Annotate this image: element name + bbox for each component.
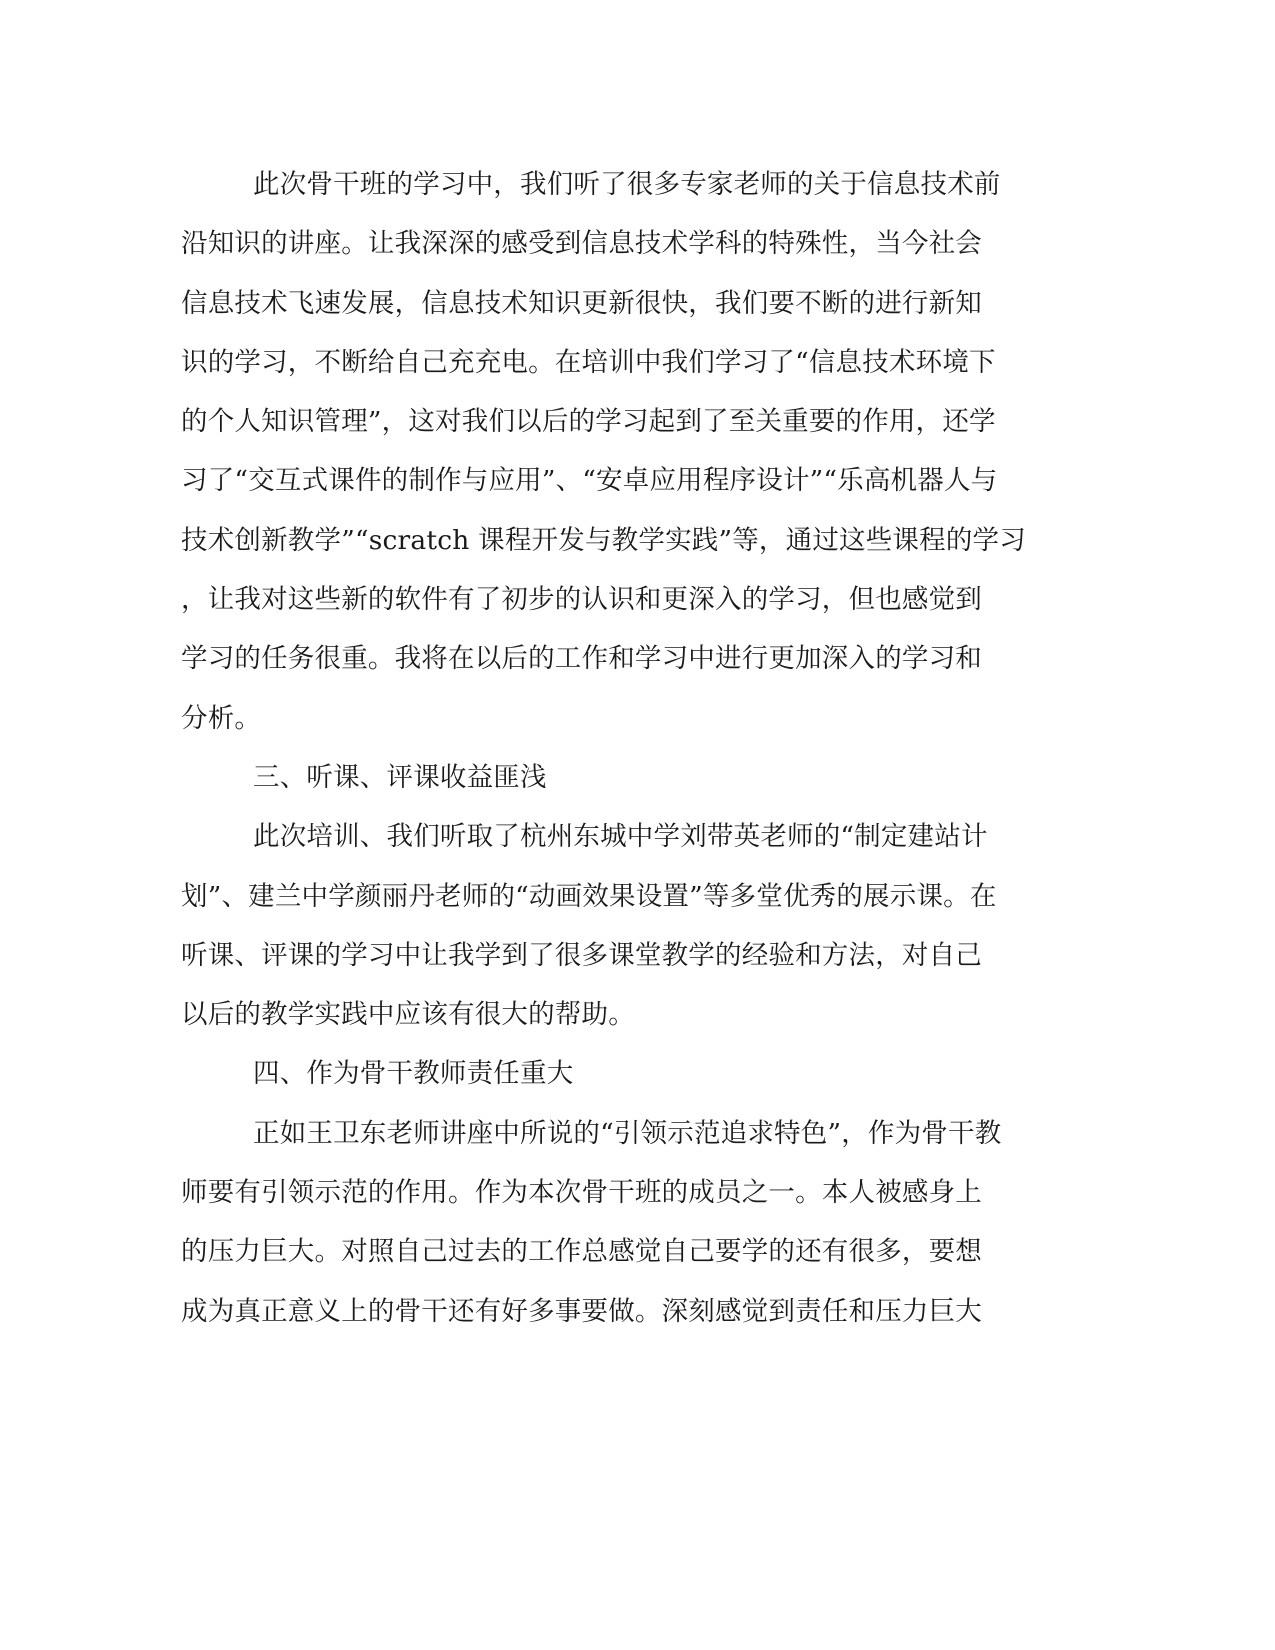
- paragraph-line: 师要有引领示范的作用。作为本次骨干班的成员之一。本人被感身上: [181, 1177, 982, 1209]
- paragraph-line: ，让我对这些新的软件有了初步的认识和更深入的学习，但也感觉到: [181, 584, 982, 616]
- document-body: [181, 155, 1026, 1341]
- paragraph-line: 划”、建兰中学颜丽丹老师的“动画效果设置”等多堂优秀的展示课。在: [181, 880, 997, 912]
- paragraph-line: 沿知识的讲座。让我深深的感受到信息技术学科的特殊性，当今社会: [181, 228, 982, 260]
- paragraph-line: 学习的任务很重。我将在以后的工作和学习中进行更加深入的学习和: [181, 643, 982, 675]
- paragraph-line: 的个人知识管理”，这对我们以后的学习起到了至关重要的作用，还学: [181, 406, 996, 438]
- paragraph-line: 成为真正意义上的骨干还有好多事要做。深刻感觉到责任和压力巨大: [181, 1295, 982, 1327]
- section-heading: 四、作为骨干教师责任重大: [253, 1058, 574, 1090]
- paragraph-line: 习了“交互式课件的制作与应用”、“安卓应用程序设计”“乐高机器人与: [181, 465, 998, 497]
- paragraph-line: 识的学习，不断给自己充充电。在培训中我们学习了“信息技术环境下: [181, 346, 996, 378]
- paragraph-line: 技术创新教学”“scratch 课程开发与教学实践”等，通过这些课程的学习: [181, 524, 1026, 556]
- paragraph-line: 信息技术飞速发展，信息技术知识更新很快，我们要不断的进行新知: [181, 287, 982, 319]
- paragraph-line: 此次骨干班的学习中，我们听了很多专家老师的关于信息技术前: [253, 169, 1001, 200]
- paragraph-line: 分析。: [181, 702, 262, 734]
- paragraph-line: 此次培训、我们听取了杭州东城中学刘带英老师的“制定建站计: [253, 821, 988, 853]
- paragraph-line: 以后的教学实践中应该有很大的帮助。: [181, 999, 635, 1031]
- paragraph-line: 正如王卫东老师讲座中所说的“引领示范追求特色”，作为骨干教: [253, 1117, 1002, 1149]
- paragraph-line: 听课、评课的学习中让我学到了很多课堂教学的经验和方法，对自己: [181, 939, 982, 971]
- paragraph-line: 的压力巨大。对照自己过去的工作总感觉自己要学的还有很多，要想: [181, 1236, 982, 1268]
- section-heading: 三、听课、评课收益匪浅: [253, 761, 547, 793]
